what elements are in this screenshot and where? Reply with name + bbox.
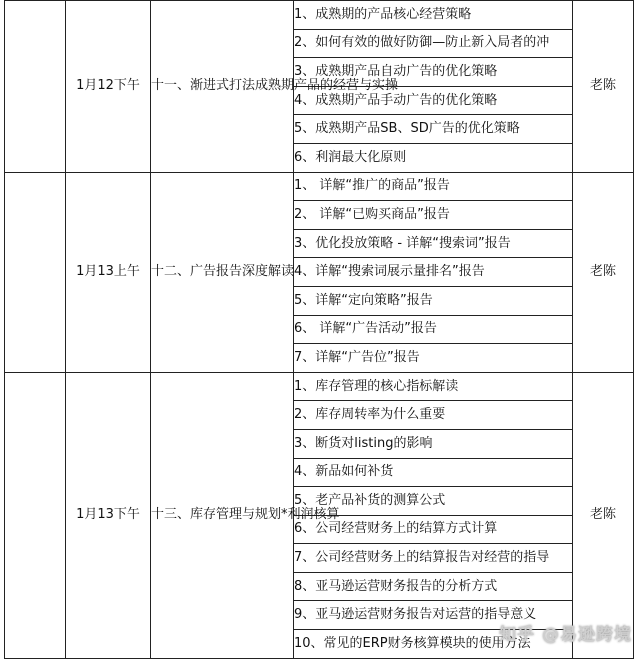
session-topic: 十一、渐进式打法成熟期产品的经营与实操 <box>151 1 294 173</box>
lesson-item: 3、优化投放策略 - 详解“搜索词”报告 <box>294 229 573 258</box>
lesson-item: 2、如何有效的做好防御—防止新入局者的冲 <box>294 29 573 58</box>
lesson-item: 5、详解“定向策略”报告 <box>294 286 573 315</box>
watermark: 知乎 @易逊跨境 <box>499 625 632 645</box>
lesson-item: 1、 详解“推广的商品”报告 <box>294 172 573 201</box>
session-date: 1月13上午 <box>66 172 151 372</box>
table-row <box>5 172 634 201</box>
lesson-item: 3、成熟期产品自动广告的优化策略 <box>294 58 573 87</box>
blank-column-cell <box>5 1 66 173</box>
session-date: 1月12下午 <box>66 1 151 173</box>
lesson-item: 7、详解“广告位”报告 <box>294 344 573 373</box>
course-schedule-table <box>4 0 634 659</box>
session-topic: 十二、广告报告深度解读 <box>151 172 294 372</box>
session-date: 1月13下午 <box>66 372 151 658</box>
schedule-body <box>5 1 634 659</box>
lesson-item: 2、库存周转率为什么重要 <box>294 401 573 430</box>
teacher-name: 老陈 <box>573 172 634 372</box>
teacher-name: 老陈 <box>573 372 634 658</box>
lesson-item: 4、成熟期产品手动广告的优化策略 <box>294 86 573 115</box>
lesson-item: 7、公司经营财务上的结算报告对经营的指导 <box>294 544 573 573</box>
lesson-item: 2、 详解“已购买商品”报告 <box>294 201 573 230</box>
blank-column-cell <box>5 372 66 658</box>
lesson-item: 8、亚马逊运营财务报告的分析方式 <box>294 572 573 601</box>
lesson-item: 3、断货对listing的影响 <box>294 429 573 458</box>
lesson-item: 4、详解“搜索词展示量排名”报告 <box>294 258 573 287</box>
lesson-item: 9、亚马逊运营财务报告对运营的指导意义 <box>294 601 573 630</box>
lesson-item: 6、公司经营财务上的结算方式计算 <box>294 515 573 544</box>
session-topic: 十三、库存管理与规划*利润核算 <box>151 372 294 658</box>
lesson-item: 1、成熟期的产品核心经营策略 <box>294 1 573 30</box>
blank-column-cell <box>5 172 66 372</box>
table-row <box>5 372 634 401</box>
lesson-item: 6、 详解“广告活动”报告 <box>294 315 573 344</box>
lesson-item: 5、成熟期产品SB、SD广告的优化策略 <box>294 115 573 144</box>
lesson-item: 5、老产品补货的测算公式 <box>294 487 573 516</box>
lesson-item: 6、利润最大化原则 <box>294 143 573 172</box>
lesson-item: 4、新品如何补货 <box>294 458 573 487</box>
lesson-item: 10、常见的ERP财务核算模块的使用方法 <box>294 630 573 659</box>
table-row <box>5 1 634 30</box>
teacher-name: 老陈 <box>573 1 634 173</box>
lesson-item: 1、库存管理的核心指标解读 <box>294 372 573 401</box>
